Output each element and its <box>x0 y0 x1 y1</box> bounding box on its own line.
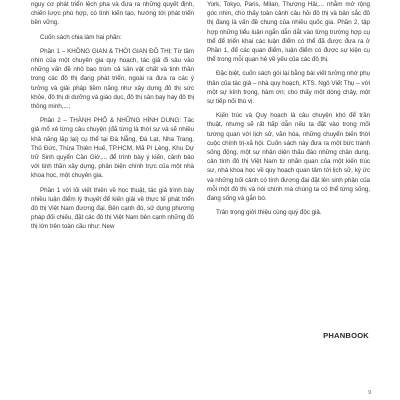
right-column <box>207 0 370 217</box>
body-paragraph: York, Tokyo, Paris, Milan, Thượng Hải,... nhằm mở rộng góc nhìn, cho thấy toàn cảnh câu hỏi đô thị và bản sắc đô thị đang là vấn đề chung của nhiều quốc gia. Phần 2, tập hợp những tiểu luận ngắn dẫn dắt vào từng trường hợp cụ thể để triển khai các luận điểm có thể đã được đưa ra ở Phần 1, để các quan điểm, luận điểm có được sự kiện cụ thể trong mỗi quan hệ về yếu của các đô thị. <box>207 1 370 64</box>
page-number: 9 <box>368 390 371 396</box>
body-paragraph: nguy cơ phát triển lệch pha và đưa ra những quyết định, chiến lược phù hợp, có tính kiến tạo, hướng tới phát triển bền vững. <box>31 1 194 27</box>
body-paragraph: Phần 1 với lối viết thiên về học thuật, tác giả trình bày nhiều luận điểm lý thuyết để kiến giải về thực tế phát triển đô thị Việt Nam đương đại. Bên cạnh đó, sử dụng phương pháp đối chiếu, đặt các đô thị Việt Nam bên cạnh những đô thị lớn trên toàn cầu như: New <box>31 186 194 231</box>
body-paragraph: Phần 1 – KHÔNG GIAN & THỜI GIAN ĐÔ THỊ: Từ tầm nhìn của một chuyên gia quy hoạch, tác giả đi sâu vào những vấn đề nhỏ bao trùm cả sân vật chất và tinh thần trong các đô thị đang phát triển, ngoài ra đưa ra các ý tưởng và giải pháp tiềm năng như xây dựng đô thị sức khỏe, đô thị di dưỡng và giáo dục, đô thị sân bay hay đô thị thông minh,...; <box>31 47 194 111</box>
body-paragraph: Phần 2 – THÀNH PHỐ & NHỮNG HÌNH DUNG: Tác giả mổ xẻ từng câu chuyện (đã từng là thời sự và sẽ nhiều khả năng lặp lại) cụ thể tại Đà Nẵng, Đà Lạt, Nha Trang, Thủ Đức, Thừa Thiên Huế, TP.HCM, Mã Pì Lèng, Khu Dự trữ Sinh quyển Cần Giờ,... để trình bày ý kiến, cảnh báo với tinh thần xây dựng, phản biện chính trực của một nhà khoa học, một chuyên gia. <box>31 117 194 180</box>
body-paragraph: Cuốn sách chia làm hai phần: <box>40 33 122 41</box>
publisher-name: PHANBOOK <box>323 331 369 340</box>
body-paragraph: Kiến trúc và Quy hoạch là câu chuyện khó để trần thuật, nhưng sẽ rất hấp dẫn nếu ta đặt vào trong mối tương quan với lịch sử, văn hóa, những chuyển biến thời cuộc chính trị-xã hội. Cuốn sách này đưa ra một bức tranh sống động, một sự nhận diện thấu đáo những chân dung, cản tính đô thị Việt Nam từ nhãn quan của một kiến trúc sư, nhà khoa học về quy hoạch quan tâm tới lịch sử, ký ức và những bối cảnh có tính đương đại đặt lên sinh phận của mỗi một đô thị và nói chính mà chúng ta có thể từng sống, đang sống và gắn bó. <box>207 112 370 203</box>
left-column <box>31 0 194 232</box>
body-paragraph: Trân trọng giới thiệu cùng quý độc giả. <box>216 209 322 217</box>
body-paragraph: Đặc biệt, cuốn sách gói lại bằng bài viết tưởng nhớ phụ thân của tác giả – nhà quy hoạch, KTS. Ngô Viết Thụ – với một sự kính trọng, hàm ơn; cho thấy một dòng chảy, một sự tiếp nối thú vị. <box>207 70 370 106</box>
